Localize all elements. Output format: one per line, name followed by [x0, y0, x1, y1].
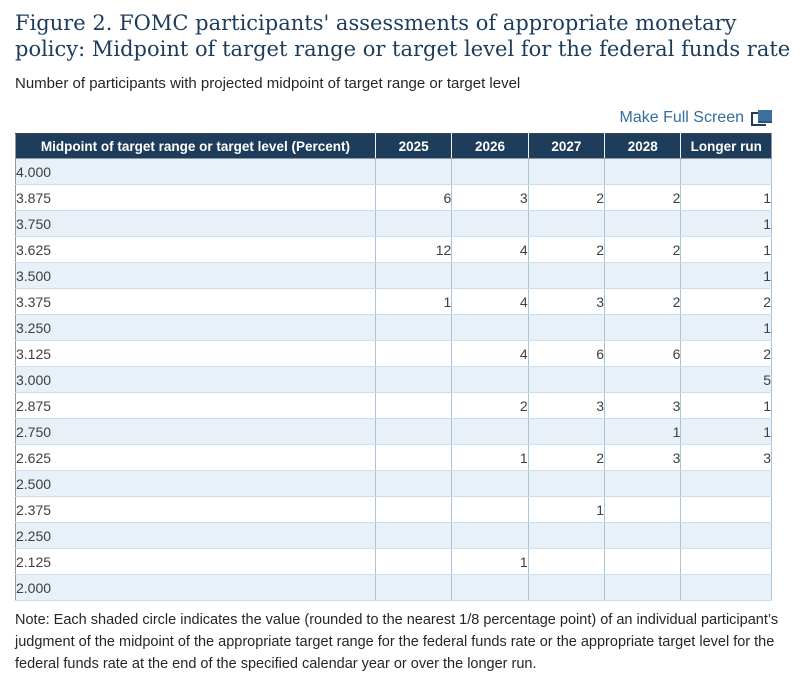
count-cell-3.625-2028: 2 [605, 237, 681, 263]
count-cell-3.750-2026 [452, 211, 528, 237]
fullscreen-row [15, 108, 772, 128]
make-full-screen-label: Make Full Screen [619, 109, 744, 126]
rate-label: 3.625 [16, 237, 376, 263]
column-header-2028: 2028 [605, 134, 681, 159]
table-row-3.000 [16, 367, 772, 393]
count-cell-3.875-2028: 2 [605, 185, 681, 211]
count-cell-2.125-longer-run [681, 549, 772, 575]
count-cell-2.250-2026 [452, 523, 528, 549]
table-header-row [16, 134, 772, 159]
count-cell-3.500-2026 [452, 263, 528, 289]
count-cell-3.750-longer-run: 1 [681, 211, 772, 237]
count-cell-3.875-2026: 3 [452, 185, 528, 211]
count-cell-3.625-longer-run: 1 [681, 237, 772, 263]
count-cell-3.250-2028 [605, 315, 681, 341]
count-cell-2.500-longer-run [681, 471, 772, 497]
table-row-3.875 [16, 185, 772, 211]
count-cell-3.625-2025: 12 [375, 237, 451, 263]
count-cell-3.375-longer-run: 2 [681, 289, 772, 315]
count-cell-2.875-longer-run: 1 [681, 393, 772, 419]
count-cell-3.000-2027 [528, 367, 604, 393]
column-header-rate: Midpoint of target range or target level (Percent) [16, 134, 376, 159]
count-cell-2.875-2026: 2 [452, 393, 528, 419]
count-cell-2.125-2025 [375, 549, 451, 575]
count-cell-3.250-longer-run: 1 [681, 315, 772, 341]
count-cell-2.500-2027 [528, 471, 604, 497]
count-cell-3.000-2028 [605, 367, 681, 393]
count-cell-2.750-2026 [452, 419, 528, 445]
table-row-2.750 [16, 419, 772, 445]
count-cell-2.000-2028 [605, 575, 681, 601]
count-cell-2.750-2028: 1 [605, 419, 681, 445]
count-cell-4.000-2025 [375, 159, 451, 185]
table-row-3.500 [16, 263, 772, 289]
count-cell-3.375-2027: 3 [528, 289, 604, 315]
count-cell-3.125-2028: 6 [605, 341, 681, 367]
table-row-3.375 [16, 289, 772, 315]
count-cell-2.000-2025 [375, 575, 451, 601]
count-cell-4.000-2028 [605, 159, 681, 185]
table-row-3.125 [16, 341, 772, 367]
table-note: Note: Each shaded circle indicates the value (rounded to the nearest 1/8 percentage point) of an individual participant’s judgment of the midpoint of the appropriate target range for the federal funds rate or the appropriate target level for the federal funds rate at the end of the specified calendar year or over the longer run. [15, 612, 779, 672]
table-row-3.250 [16, 315, 772, 341]
table-row-3.750 [16, 211, 772, 237]
table-row-4.000 [16, 159, 772, 185]
figure-title: Figure 2. FOMC participants' assessments of appropriate monetary policy: Midpoint of target range or target level for the federal funds rate [15, 11, 791, 61]
count-cell-3.125-longer-run: 2 [681, 341, 772, 367]
table-row-2.000 [16, 575, 772, 601]
count-cell-2.625-2025 [375, 445, 451, 471]
count-cell-2.875-2028: 3 [605, 393, 681, 419]
table-row-2.875 [16, 393, 772, 419]
count-cell-2.125-2028 [605, 549, 681, 575]
count-cell-3.375-2026: 4 [452, 289, 528, 315]
rate-label: 2.625 [16, 445, 376, 471]
count-cell-2.750-2027 [528, 419, 604, 445]
column-header-2027: 2027 [528, 134, 604, 159]
count-cell-2.625-2027: 2 [528, 445, 604, 471]
count-cell-2.250-2027 [528, 523, 604, 549]
rate-label: 2.000 [16, 575, 376, 601]
count-cell-2.250-longer-run [681, 523, 772, 549]
count-cell-3.500-2028 [605, 263, 681, 289]
table-body [16, 159, 772, 601]
count-cell-2.500-2026 [452, 471, 528, 497]
count-cell-2.375-2027: 1 [528, 497, 604, 523]
table-row-2.250 [16, 523, 772, 549]
fomc-dot-plot-table [15, 133, 772, 601]
count-cell-2.750-longer-run: 1 [681, 419, 772, 445]
count-cell-2.500-2025 [375, 471, 451, 497]
count-cell-3.125-2025 [375, 341, 451, 367]
make-full-screen-link[interactable] [620, 109, 773, 127]
count-cell-4.000-2027 [528, 159, 604, 185]
count-cell-2.375-2025 [375, 497, 451, 523]
rate-label: 2.250 [16, 523, 376, 549]
count-cell-3.750-2025 [375, 211, 451, 237]
count-cell-2.750-2025 [375, 419, 451, 445]
count-cell-3.250-2025 [375, 315, 451, 341]
count-cell-3.000-longer-run: 5 [681, 367, 772, 393]
count-cell-3.750-2027 [528, 211, 604, 237]
count-cell-3.500-2027 [528, 263, 604, 289]
count-cell-3.500-longer-run: 1 [681, 263, 772, 289]
count-cell-3.750-2028 [605, 211, 681, 237]
table-header [16, 134, 772, 159]
count-cell-2.500-2028 [605, 471, 681, 497]
count-cell-2.375-2026 [452, 497, 528, 523]
count-cell-4.000-longer-run [681, 159, 772, 185]
count-cell-3.625-2027: 2 [528, 237, 604, 263]
count-cell-2.000-2026 [452, 575, 528, 601]
rate-label: 4.000 [16, 159, 376, 185]
count-cell-2.000-longer-run [681, 575, 772, 601]
count-cell-3.500-2025 [375, 263, 451, 289]
column-header-longer-run: Longer run [681, 134, 772, 159]
table-row-2.625 [16, 445, 772, 471]
rate-label: 3.750 [16, 211, 376, 237]
count-cell-2.125-2027 [528, 549, 604, 575]
count-cell-2.625-2026: 1 [452, 445, 528, 471]
count-cell-2.875-2025 [375, 393, 451, 419]
table-row-2.500 [16, 471, 772, 497]
count-cell-3.000-2025 [375, 367, 451, 393]
rate-label: 2.375 [16, 497, 376, 523]
count-cell-2.625-2028: 3 [605, 445, 681, 471]
count-cell-2.250-2028 [605, 523, 681, 549]
rate-label: 2.500 [16, 471, 376, 497]
column-header-2025: 2025 [375, 134, 451, 159]
count-cell-3.125-2027: 6 [528, 341, 604, 367]
rate-label: 2.875 [16, 393, 376, 419]
full-screen-icon-pane [758, 110, 772, 123]
count-cell-2.625-longer-run: 3 [681, 445, 772, 471]
rate-label: 3.375 [16, 289, 376, 315]
rate-label: 3.875 [16, 185, 376, 211]
table-row-3.625 [16, 237, 772, 263]
count-cell-4.000-2026 [452, 159, 528, 185]
full-screen-icon[interactable] [751, 110, 772, 126]
count-cell-3.375-2028: 2 [605, 289, 681, 315]
count-cell-3.875-2027: 2 [528, 185, 604, 211]
rate-label: 3.000 [16, 367, 376, 393]
count-cell-3.125-2026: 4 [452, 341, 528, 367]
count-cell-3.250-2026 [452, 315, 528, 341]
rate-label: 2.750 [16, 419, 376, 445]
count-cell-3.250-2027 [528, 315, 604, 341]
rate-label: 3.125 [16, 341, 376, 367]
count-cell-2.875-2027: 3 [528, 393, 604, 419]
count-cell-3.000-2026 [452, 367, 528, 393]
count-cell-3.875-longer-run: 1 [681, 185, 772, 211]
column-header-2026: 2026 [452, 134, 528, 159]
rate-label: 3.500 [16, 263, 376, 289]
count-cell-2.375-2028 [605, 497, 681, 523]
count-cell-2.125-2026: 1 [452, 549, 528, 575]
count-cell-3.375-2025: 1 [375, 289, 451, 315]
figure-subtitle: Number of participants with projected midpoint of target range or target level [15, 75, 521, 92]
count-cell-2.000-2027 [528, 575, 604, 601]
table-row-2.375 [16, 497, 772, 523]
count-cell-3.875-2025: 6 [375, 185, 451, 211]
rate-label: 3.250 [16, 315, 376, 341]
count-cell-2.375-longer-run [681, 497, 772, 523]
count-cell-3.625-2026: 4 [452, 237, 528, 263]
rate-label: 2.125 [16, 549, 376, 575]
count-cell-2.250-2025 [375, 523, 451, 549]
table-row-2.125 [16, 549, 772, 575]
